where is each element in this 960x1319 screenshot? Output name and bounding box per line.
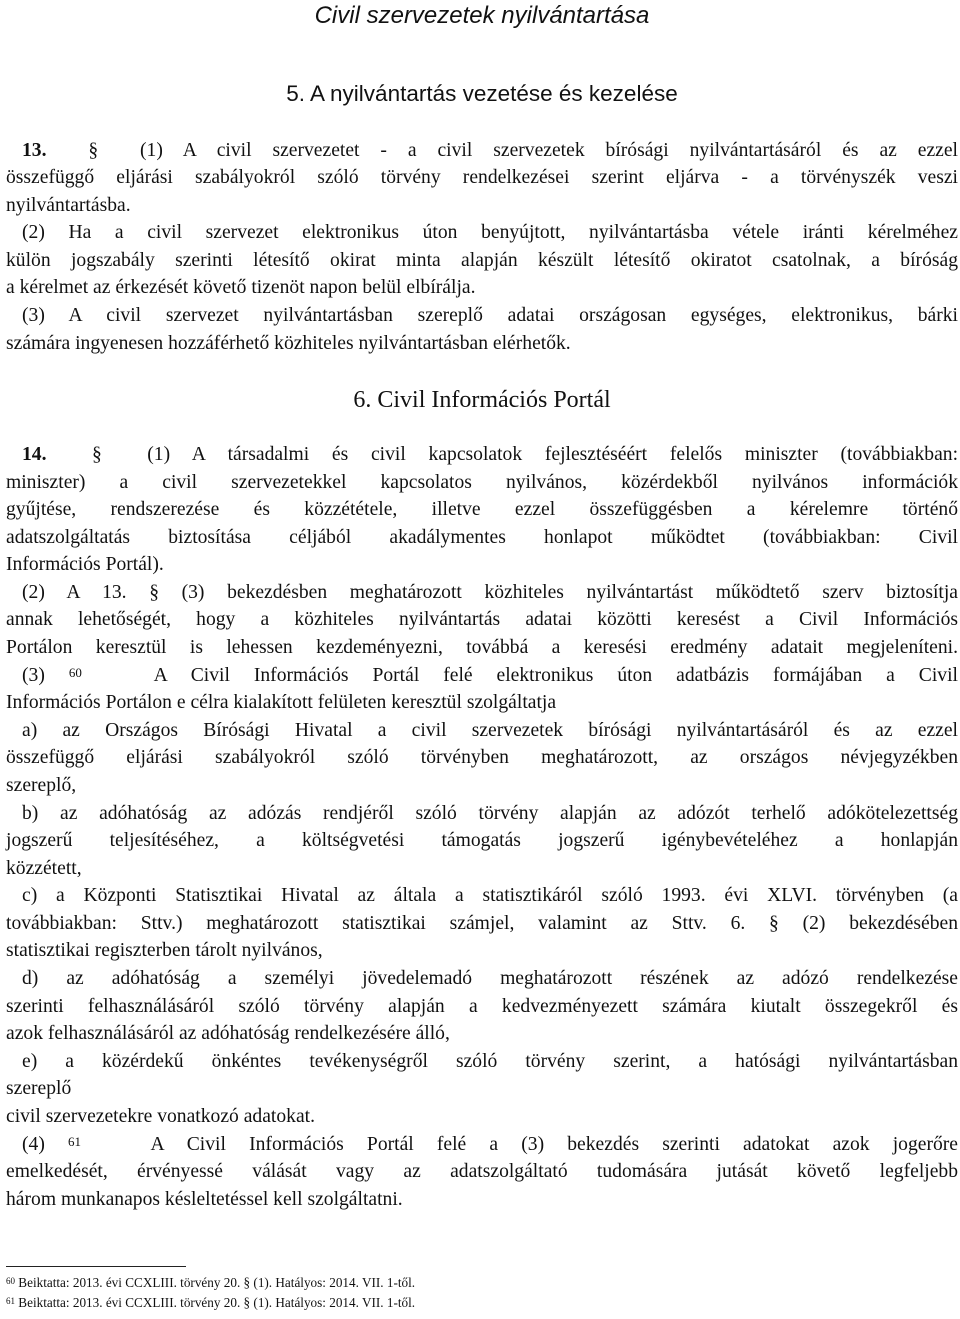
para-14-line-28: három munkanapos késleltetéssel kell szolgáltatni. [6,1189,403,1210]
para-13-line-5: külön jogszabály szerinti létesítő okirat minta alapján készült létesítő okiratot csatolnak, a bíróság [6,250,958,271]
para-14-line-17: c) a Központi Statisztikai Hivatal az általa a statisztikáról szóló 1993. évi XLVI. törvényben (a [22,885,958,906]
para-14-line-7: annak lehetőségét, hogy a közhiteles nyilvántartás adatai közötti keresést a Civil Információs [6,609,958,630]
para-14-line-18: továbbiakban: Sttv.) meghatározott statisztikai számjel, valamint az Sttv. 6. § (2) bekezdésében [6,913,958,934]
para-14-line-6: (2) A 13. § (3) bekezdésben meghatározott közhiteles nyilvántartást működtető szerv biztosítja [22,582,958,603]
paragraph-sign: § [91,444,102,465]
para-14-line-25: civil szervezetekre vonatkozó adatokat. [6,1106,315,1127]
document-page [6,0,958,1319]
para-14-line-8: Portálon keresztül is lehessen kezdeményezni, továbbá a keresési eredmény adatait megjeleníteni. [6,637,958,658]
para-14-line-23: e) a közérdekű önkéntes tevékenységről szóló törvény szerint, a hatósági nyilvántartásban [22,1051,958,1072]
para-14-line-9: (3) $^{60}$ A Civil Információs Portál felé elektronikus úton adatbázis formájában a Civil [22,665,958,686]
footnote-60: $^{60}$ Beiktatta: 2013. évi CCXLIII. törvény 20. § (1). Hatályos: 2014. VII. 1-től. [6,1275,416,1290]
para-14-line-4: adatszolgáltatás biztosítása céljából akadálymentes honlapot működtet (továbbiakban: Civil [6,527,958,548]
para-14-line-24: szereplő [6,1078,72,1099]
para-14-line-27: emelkedését, érvényessé válását vagy az adatszolgáltató tudomására jutását követő legfeljebb [6,1161,958,1182]
para-14-line-14: b) az adóhatóság az adózás rendjéről szóló törvény alapján az adózót terhelő adókötelezettség [22,803,958,824]
para-14-line-22: azok felhasználásáról az adóhatóság rendelkezésére álló, [6,1023,450,1044]
para-13-line-2: összefüggő eljárási szabályokról szóló törvény rendelkezései szerint eljárva - a törvényszék veszi [6,167,958,188]
para-14-line-1: 14. § (1) A társadalmi és civil kapcsolatok fejlesztéséért felelős miniszter (továbbiakban: [22,444,959,465]
para-13-line-8: számára ingyenesen hozzáférhető közhiteles nyilvántartásban elérhetők. [6,333,571,354]
para-14-line-21: szerinti felhasználásáról szóló törvény alapján a kedvezményezett számára kiutalt összegekről és [6,996,958,1017]
para-13-line-4: (2) Ha a civil szervezet elektronikus úton benyújtott, nyilvántartásba vétele iránti kérelméhez [22,222,958,243]
footnote-ref-60: 60 [68,665,82,680]
paragraph-sign: § [149,582,159,603]
para-13-line-3: nyilvántartásba. [6,195,131,216]
para-13-line-1: 13. § (1) A civil szervezetet - a civil szervezetek bírósági nyilvántartásáról és az ezzel [22,140,958,161]
para-13-line-7: (3) A civil szervezet nyilvántartásban szereplő adatai országosan egységes, elektronikus, bárki [22,305,958,326]
para-14-line-5: Információs Portál). [6,554,164,575]
para-14-line-10: Információs Portálon e célra kialakított felületen keresztül szolgáltatja [6,692,557,713]
paragraph-sign: § [769,913,779,934]
para-14-line-11: a) az Országos Bírósági Hivatal a civil szervezetek bírósági nyilvántartásáról és az ezzel [22,720,958,741]
section-5-heading: 5. A nyilvántartás vezetése és kezelése [286,81,678,106]
footnote-61: $^{61}$ Beiktatta: 2013. évi CCXLIII. törvény 20. § (1). Hatályos: 2014. VII. 1-től. [6,1295,416,1310]
paragraph-sign: § [88,140,99,161]
para-14-line-19: statisztikai regiszterben tárolt nyilvános, [6,940,323,961]
document-title: Civil szervezetek nyilvántartása [314,2,650,29]
section-6-heading: 6. Civil Információs Portál [353,387,611,413]
footnote-separator [6,1266,186,1267]
footnote-ref-61: 61 [68,1134,82,1149]
para-14-line-2: miniszter) a civil szervezetekkel kapcsolatos nyilvános, közérdekből nyilvános információk [6,472,958,493]
para-14-line-13: szereplő, [6,775,77,796]
para-13-line-6: a kérelmet az érkezését követő tizenöt napon belül elbírálja. [6,277,476,298]
para-14-line-15: jogszerű teljesítéséhez, a költségvetési támogatás jogszerű igénybevételéhez a honlapján [6,830,958,851]
para-14-line-12: összefüggő eljárási szabályokról szóló törvényben meghatározott, az országos névjegyzékben [6,747,958,768]
para-14-line-26: (4) $^{61}$ A Civil Információs Portál felé a (3) bekezdés szerinti adatokat azok jogerőre [22,1134,958,1155]
para-14-line-3: gyűjtése, rendszerezése és közzététele, illetve ezzel összefüggésben a kérelemre történő [6,499,958,520]
para-14-line-20: d) az adóhatóság a személyi jövedelemadó meghatározott részének az adózó rendelkezése [22,968,958,989]
para-14-line-16: közzétett, [6,858,82,879]
